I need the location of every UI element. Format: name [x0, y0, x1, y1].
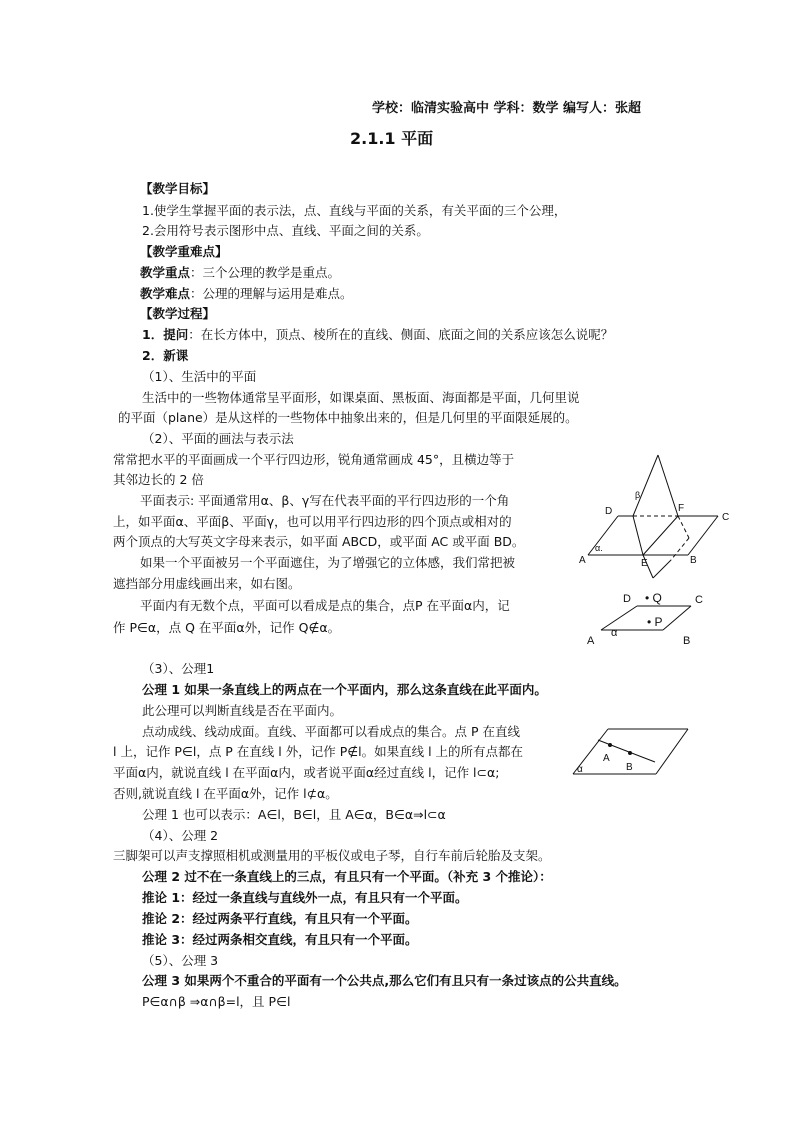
plane-beta-edge-bottom-right — [653, 560, 671, 578]
label-c: C — [695, 594, 703, 606]
subsection-3-title: （3）、公理1 — [142, 661, 215, 676]
plane-alpha-edge-left — [588, 516, 618, 555]
plane-edge-left — [601, 606, 637, 630]
section-process-heading: 【教学过程】 — [140, 306, 216, 321]
label-e: E — [641, 558, 648, 569]
subsection-1-title: （1）、生活中的平面 — [142, 369, 257, 384]
subsection-5-title: （5）、公理 3 — [142, 953, 219, 968]
label-alpha: α — [577, 764, 583, 775]
plane-beta-hidden-edge-2 — [671, 538, 689, 560]
section-goals-heading: 【教学目标】 — [140, 181, 216, 196]
subsection-2-line-5: 两个顶点的大写英文字母来表示，如平面 ABCD，或平面 AC 或平面 BD。 — [113, 534, 525, 549]
label-c: C — [722, 512, 730, 523]
question-text: ：在长方体中，顶点、棱所在的直线、侧面、底面之间的关系应该怎么说呢？ — [188, 327, 614, 342]
label-b: B — [683, 635, 691, 647]
axiom-1-line-1: 此公理可以判断直线是否在平面内。 — [142, 703, 343, 718]
subsection-2-line-4: 上，如平面α、平面β、平面γ，也可以用平行四边形的四个顶点或相对的 — [113, 514, 512, 529]
subsection-2-line-1: 常常把水平的平面画成一个平行四边形，锐角通常画成 45°，且横边等于 — [113, 452, 515, 467]
page-title: 2.1.1 平面 — [350, 129, 434, 148]
axiom-1-line-4: 平面α内，就说直线 l 在平面α内，或者说平面α经过直线 l，记作 l⊂α; — [113, 765, 500, 780]
subsection-2-line-2: 其邻边长的 2 倍 — [113, 472, 204, 487]
difficult-point-text: ：公理的理解与运用是难点。 — [190, 286, 353, 301]
subsection-2-line-8: 平面内有无数个点，平面可以看成是点的集合，点P 在平面α内，记 — [140, 598, 510, 613]
label-alpha: α. — [595, 543, 603, 553]
corollary-3: 推论 3：经过两条相交直线，有且只有一个平面。 — [142, 932, 418, 947]
label-a: A — [579, 555, 586, 566]
plane-edge-right — [663, 606, 691, 630]
new-lesson-heading: 2．新课 — [142, 348, 189, 363]
point-a — [608, 743, 612, 747]
intersection-line — [643, 516, 678, 555]
axiom-1-line-6: 公理 1 也可以表示：A∈l，B∈l，且 A∈α，B∈α⇒l⊂α — [142, 807, 446, 822]
section-keypoints-heading: 【教学重难点】 — [140, 244, 228, 259]
subsection-1-para-line-2: 的平面（plane）是从这样的一些物体中抽象出来的，但是几何里的平面限延展的。 — [118, 410, 578, 425]
plane-beta-edge-left-lower — [633, 516, 643, 555]
label-d: D — [605, 506, 613, 517]
label-beta: β — [635, 490, 641, 500]
corollary-1: 推论 1：经过一条直线与直线外一点，有且只有一个平面。 — [142, 890, 468, 905]
point-in-plane-figure — [585, 588, 710, 650]
label-a: A — [603, 753, 610, 764]
axiom-3-formula: P∈α∩β ⇒α∩β=l，且 P∈l — [142, 994, 291, 1009]
axiom-3-statement: 公理 3 如果两个不重合的平面有一个公共点,那么它们有且只有一条过该点的公共直线。 — [142, 973, 627, 988]
subsection-1-para-line-1: 生活中的一些物体通常呈平面形，如课桌面、黑板面、海面都是平面，几何里说 — [142, 390, 580, 405]
difficult-point — [140, 285, 353, 303]
subsection-2-title: （2）、平面的画法与表示法 — [142, 431, 294, 446]
document-header: 学校：临清实验高中 学科：数学 编写人：张超 — [372, 101, 642, 116]
point-p-label: • P — [647, 615, 663, 629]
axiom-2-statement: 公理 2 过不在一条直线上的三点，有且只有一个平面。（补充 3 个推论）： — [142, 869, 552, 884]
subsection-2-line-3: 平面表示: 平面通常用α、β、γ写在代表平面的平行四边形的一个角 — [140, 493, 510, 508]
subsection-2-line-7: 遮挡部分用虚线画出来，如右图。 — [113, 576, 301, 591]
question — [142, 326, 613, 344]
difficult-point-label: 教学难点 — [140, 286, 191, 301]
axiom-1-statement: 公理 1 如果一条直线上的两点在一个平面内，那么这条直线在此平面内。 — [142, 682, 547, 697]
label-f: F — [678, 503, 685, 514]
label-b: B — [690, 555, 697, 566]
corollary-2: 推论 2：经过两条平行直线，有且只有一个平面。 — [142, 911, 418, 926]
label-d: D — [623, 593, 631, 605]
goal-2: 2.会用符号表示图形中点、直线、平面之间的关系。 — [142, 223, 429, 238]
label-a: A — [587, 635, 595, 647]
subsection-2-line-9: 作 P∈α，点 Q 在平面α外，记作 Q∉α。 — [113, 620, 341, 635]
plane-edge-right — [656, 729, 688, 774]
goal-1: 1.使学生掌握平面的表示法，点、直线与平面的关系，有关平面的三个公理， — [142, 203, 567, 218]
subsection-4-title: （4）、公理 2 — [142, 828, 219, 843]
plane-alpha-edge-right — [688, 516, 718, 555]
point-b — [628, 751, 632, 755]
label-alpha: α — [611, 627, 618, 639]
axiom-1-line-3: l 上，记作 P∈l，点 P 在直线 l 外，记作 P∉l。如果直线 l 上的所有点都在 — [113, 744, 524, 759]
plane-beta-hidden-edge — [678, 516, 689, 538]
plane-beta-edge-right-upper — [658, 455, 678, 516]
point-q-label: • Q — [645, 591, 662, 605]
plane-beta-edge-left-upper — [633, 455, 658, 516]
axiom-2-line-1: 三脚架可以声支撑照相机或测量用的平板仪或电子琴，自行车前后轮胎及支架。 — [113, 848, 551, 863]
question-label: 1．提问 — [142, 327, 189, 342]
label-b: B — [626, 762, 633, 773]
key-point-label: 教学重点 — [140, 265, 191, 280]
intersecting-planes-figure — [575, 450, 750, 580]
key-point — [140, 264, 340, 282]
key-point-text: ：三个公理的教学是重点。 — [190, 265, 341, 280]
line-in-plane-figure — [568, 724, 693, 779]
axiom-1-line-2: 点动成线、线动成面。直线、平面都可以看成点的集合。点 P 在直线 — [142, 724, 520, 739]
subsection-2-line-6: 如果一个平面被另一个平面遮住，为了增强它的立体感，我们常把被 — [140, 555, 516, 570]
axiom-1-line-5: 否则,就说直线 l 在平面α外，记作 l⊄α。 — [113, 786, 338, 801]
